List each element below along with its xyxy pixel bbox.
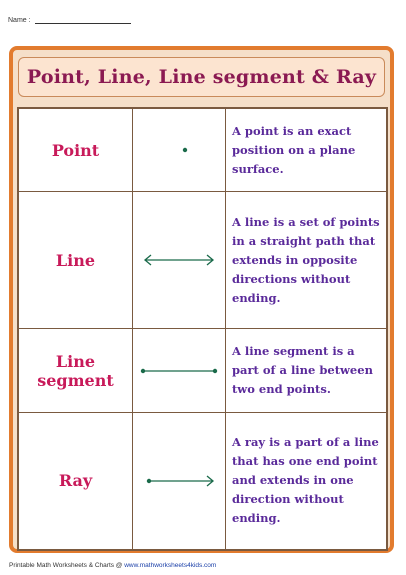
- title-banner: [18, 57, 385, 97]
- definition-point: A point is an exact position on a plane surface.: [232, 123, 356, 176]
- ray-figure: [139, 471, 219, 491]
- footer: [9, 562, 216, 569]
- definition-cell: [226, 412, 387, 549]
- chart-frame: [9, 46, 394, 553]
- term-cell: [19, 412, 133, 549]
- name-field-row: [8, 14, 131, 24]
- definitions-table: [17, 107, 388, 551]
- table-row-line-segment: [19, 329, 387, 412]
- definition-cell: [226, 192, 387, 329]
- line-figure: [139, 250, 219, 270]
- definition-ray: A ray is a part of a line that has one end point and extends in one direction without ending.: [232, 435, 379, 526]
- footer-site-link[interactable]: www.mathworksheets4kids.com: [124, 562, 217, 569]
- table-row-point: [19, 109, 387, 192]
- table-row-line: [19, 192, 387, 329]
- page-title: Point, Line, Line segment & Ray: [26, 66, 377, 88]
- figure-cell: [133, 329, 226, 412]
- name-label: Name :: [8, 17, 31, 24]
- segment-end-point: [213, 368, 217, 372]
- term-cell: [19, 192, 133, 329]
- figure-cell: [133, 109, 226, 192]
- term-line-segment: Line segment: [37, 351, 114, 390]
- term-point: Point: [51, 140, 100, 160]
- term-line: Line: [55, 250, 96, 270]
- definition-line-segment: A line segment is a part of a line between two end points.: [232, 344, 373, 396]
- figure-cell: [133, 192, 226, 329]
- footer-text: Printable Math Worksheets & Charts @: [9, 562, 125, 569]
- figure-cell: [133, 412, 226, 549]
- term-cell: [19, 329, 133, 412]
- line-segment-figure: [139, 361, 219, 381]
- definition-cell: [226, 329, 387, 412]
- point-figure: [139, 140, 219, 160]
- ray-end-point: [147, 479, 151, 483]
- term-ray: Ray: [58, 471, 93, 491]
- point-dot: [183, 148, 187, 152]
- name-blank-line[interactable]: [35, 14, 131, 24]
- segment-start-point: [141, 368, 145, 372]
- definition-cell: [226, 109, 387, 192]
- table-row-ray: [19, 412, 387, 549]
- definition-line: A line is a set of points in a straight path that extends in opposite directions without ending.: [232, 214, 380, 305]
- term-cell: [19, 109, 133, 192]
